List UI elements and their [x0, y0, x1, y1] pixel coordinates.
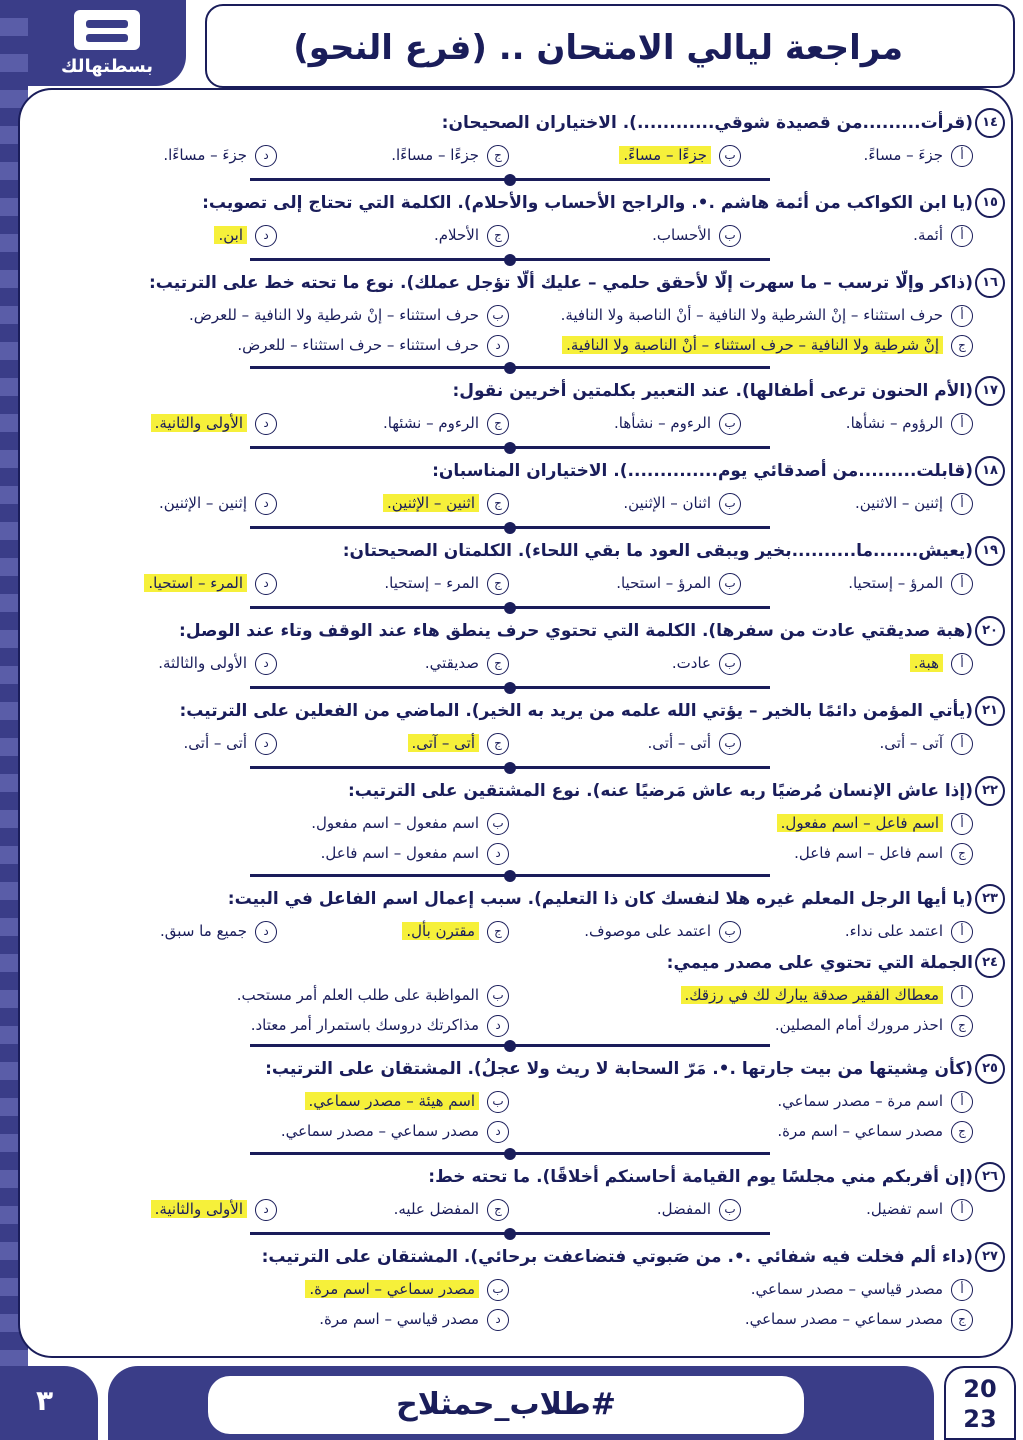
- question-number: ١٩: [975, 536, 1005, 566]
- question-text: (يأتي المؤمن دائمًا بالخير – يؤتي الله علمه من يريد به الخير). الماضي من الفعلين على الترتيب:: [179, 701, 973, 721]
- option-b[interactable]: بحرف استثناء – إنْ شرطية ولا النافية – للعرض.: [189, 302, 509, 328]
- question-number: ٢١: [975, 696, 1005, 726]
- option-b[interactable]: بجزءًا – مساءً.: [619, 142, 741, 168]
- question-number: ١٥: [975, 188, 1005, 218]
- option-d[interactable]: دمصدر قياسي – اسم مرة.: [319, 1306, 509, 1332]
- footer-bar: [108, 1366, 934, 1440]
- option-a[interactable]: أإثنين – الاثنين.: [855, 490, 973, 516]
- question-27: [40, 1242, 998, 1336]
- question-text: (ذاكر وإلّا ترسب – ما سهرت إلّا لأحقق حلمي – عليك ألّا تؤجل عملك). نوع ما تحته خط على الترتيب:: [149, 273, 973, 293]
- option-a[interactable]: أاسم فاعل – اسم مفعول.: [777, 810, 973, 836]
- question-number: ٢٠: [975, 616, 1005, 646]
- divider-dot: [504, 1228, 516, 1240]
- divider-dot: [504, 602, 516, 614]
- option-c[interactable]: جصديقتي.: [425, 650, 509, 676]
- option-b[interactable]: باسم مفعول – اسم مفعول.: [311, 810, 509, 836]
- option-a[interactable]: أهبة.: [910, 650, 973, 676]
- option-b[interactable]: بالمرؤ – استحيا.: [616, 570, 741, 596]
- logo-text: بسطتهالك: [60, 56, 154, 77]
- option-d[interactable]: دالأولى والثانية.: [151, 1196, 277, 1222]
- question-14: [40, 108, 998, 172]
- option-a[interactable]: أالرؤوم – نشأها.: [846, 410, 973, 436]
- question-18: [40, 456, 998, 520]
- option-b[interactable]: بأتى – أتى.: [648, 730, 742, 756]
- option-a[interactable]: أأئمة.: [913, 222, 973, 248]
- option-a[interactable]: أمصدر قياسي – مصدر سماعي.: [751, 1276, 973, 1302]
- question-text: (إذا عاش الإنسان مُرضيًا ربه عاش مَرضيًا عنه). نوع المشتقين على الترتيب:: [347, 781, 973, 801]
- option-c[interactable]: جاثنين – الإثنين.: [383, 490, 509, 516]
- question-number: ١٧: [975, 376, 1005, 406]
- divider-dot: [504, 442, 516, 454]
- question-15: [40, 188, 998, 252]
- question-19: [40, 536, 998, 600]
- option-c[interactable]: جمصدر سماعي – اسم مرة.: [777, 1118, 973, 1144]
- question-text: (إن أقربكم مني مجلسًا يوم القيامة أحاسنكم أخلاقًا). ما تحته خط:: [428, 1167, 973, 1187]
- option-d[interactable]: دإثنين – الإثنين.: [159, 490, 277, 516]
- question-text: (يا أيها الرجل المعلم غيره هلا لنفسك كان ذا التعليم). سبب إعمال اسم الفاعل في البيت:: [227, 889, 973, 909]
- divider-dot: [504, 174, 516, 186]
- question-17: [40, 376, 998, 440]
- option-d[interactable]: داسم مفعول – اسم فاعل.: [321, 840, 509, 866]
- option-d[interactable]: دابن.: [214, 222, 277, 248]
- question-24: [40, 948, 998, 1042]
- option-c[interactable]: جأتى – آتى.: [408, 730, 510, 756]
- question-number: ١٤: [975, 108, 1005, 138]
- divider-dot: [504, 1040, 516, 1052]
- option-a[interactable]: أاسم تفضيل.: [866, 1196, 973, 1222]
- question-text: (قابلت.........من أصدقائي يوم..............). الاختياران المناسبان:: [432, 461, 973, 481]
- option-c[interactable]: جمصدر سماعي – مصدر سماعي.: [745, 1306, 973, 1332]
- question-number: ٢٢: [975, 776, 1005, 806]
- option-b[interactable]: باثنان – الإثنين.: [623, 490, 741, 516]
- option-a[interactable]: أجزءَ – مساءً.: [864, 142, 973, 168]
- question-text: (يعيش.......ما..........بخير ويبقى العود ما بقي اللحاء). الكلمتان الصحيحتان:: [342, 541, 973, 561]
- divider-dot: [504, 870, 516, 882]
- year-bottom: 23: [963, 1405, 997, 1433]
- question-21: [40, 696, 998, 760]
- question-number: ٢٤: [975, 948, 1005, 978]
- question-text: (الأم الحنون ترعى أطفالها). عند التعبير بكلمتين أخريين نقول:: [452, 381, 973, 401]
- question-text: (يا ابن الكواكب من أئمة هاشم .•. والراجح الأحساب والأحلام). الكلمة التي تحتاج إلى تصويب:: [202, 193, 973, 213]
- question-number: ٢٦: [975, 1162, 1005, 1192]
- option-d[interactable]: دجزءَ – مساءًا.: [163, 142, 277, 168]
- option-a[interactable]: أمعطاك الفقير صدقة يبارك لك في رزقك.: [681, 982, 974, 1008]
- hashtag: #طلاب_حمثلاح: [208, 1376, 804, 1434]
- page-number: ٣: [36, 1384, 54, 1417]
- question-number: ٢٣: [975, 884, 1005, 914]
- option-d[interactable]: دالمرء – استحيا.: [144, 570, 277, 596]
- question-26: [40, 1162, 998, 1226]
- option-b[interactable]: بمصدر سماعي – اسم مرة.: [305, 1276, 509, 1302]
- question-number: ٢٥: [975, 1054, 1005, 1084]
- logo: [28, 0, 186, 86]
- divider-dot: [504, 522, 516, 534]
- divider-dot: [504, 254, 516, 266]
- option-d[interactable]: دمصدر سماعي – مصدر سماعي.: [281, 1118, 509, 1144]
- question-number: ١٦: [975, 268, 1005, 298]
- option-b[interactable]: بالمفضل.: [657, 1196, 741, 1222]
- page-number-box: [0, 1366, 98, 1440]
- divider-dot: [504, 762, 516, 774]
- option-b[interactable]: بالرءوم – نشأها.: [614, 410, 741, 436]
- year-top: 20: [963, 1375, 997, 1403]
- option-a[interactable]: أآتى – أتى.: [880, 730, 974, 756]
- question-20: [40, 616, 998, 680]
- divider-dot: [504, 362, 516, 374]
- question-text: (كأن مِشيتها من بيت جارتها .•. مَرّ السحابة لا ريث ولا عجلُ). المشتقان على الترتيب:: [265, 1059, 973, 1079]
- option-a[interactable]: أالمرؤ – إستحيا.: [848, 570, 973, 596]
- option-b[interactable]: باسم هيئة – مصدر سماعي.: [305, 1088, 510, 1114]
- option-a[interactable]: أاسم مرة – مصدر سماعي.: [777, 1088, 973, 1114]
- question-text: (هبة صديقتي عادت من سفرها). الكلمة التي تحتوي حرف ينطق هاء عند الوقف وتاء عند الوصل:: [179, 621, 973, 641]
- question-text: الجملة التي تحتوي على مصدر ميمي:: [666, 953, 973, 973]
- option-c[interactable]: جمقترن بأل.: [402, 918, 509, 944]
- question-23: [40, 884, 998, 948]
- option-c[interactable]: جالمفضل عليه.: [394, 1196, 509, 1222]
- option-d[interactable]: دجميع ما سبق.: [160, 918, 277, 944]
- option-d[interactable]: دمذاكرتك دروسك باستمرار أمر معتاد.: [251, 1012, 509, 1038]
- question-22: [40, 776, 998, 870]
- option-d[interactable]: دالأولى والثانية.: [151, 410, 277, 436]
- year-box: [944, 1366, 1016, 1440]
- books-icon: [74, 10, 140, 50]
- option-c[interactable]: جالأحلام.: [434, 222, 509, 248]
- divider-dot: [504, 1148, 516, 1160]
- divider-dot: [504, 682, 516, 694]
- header: [205, 4, 1015, 88]
- option-b[interactable]: بعادت.: [672, 650, 741, 676]
- question-number: ٢٧: [975, 1242, 1005, 1272]
- question-25: [40, 1054, 998, 1148]
- option-b[interactable]: بالأحساب.: [652, 222, 741, 248]
- question-text: (قرأت.........من قصيدة شوقي............). الاختياران الصحيحان:: [441, 113, 973, 133]
- option-c[interactable]: ججزءًا – مساءًا.: [391, 142, 509, 168]
- option-d[interactable]: دالأولى والثالثة.: [158, 650, 277, 676]
- question-number: ١٨: [975, 456, 1005, 486]
- option-c[interactable]: جاسم فاعل – اسم فاعل.: [794, 840, 973, 866]
- option-c[interactable]: جالرءوم – نشئها.: [383, 410, 509, 436]
- page-title: مراجعة ليالي الامتحان .. (فرع النحو): [293, 28, 903, 68]
- option-c[interactable]: جالمرء – إستحيا.: [384, 570, 509, 596]
- question-text: (داء ألم فخلت فيه شفائي .•. من صَبوتي فتضاعفت برحائي). المشتقان على الترتيب:: [261, 1247, 973, 1267]
- option-c[interactable]: جإنْ شرطية ولا النافية – حرف استثناء – أنْ الناصبة ولا النافية.: [562, 332, 973, 358]
- option-a[interactable]: أحرف استثناء – إنْ الشرطية ولا النافية – أنْ الناصبة ولا النافية.: [561, 302, 973, 328]
- question-16: [40, 268, 998, 362]
- option-a[interactable]: أاعتمد على نداء.: [845, 918, 973, 944]
- option-d[interactable]: دحرف استثناء – حرف استثناء – للعرض.: [237, 332, 509, 358]
- option-c[interactable]: جاحذر مرورك أمام المصلين.: [775, 1012, 973, 1038]
- option-d[interactable]: دأتى – أتى.: [184, 730, 278, 756]
- option-b[interactable]: باعتمد على موصوف.: [584, 918, 741, 944]
- option-b[interactable]: بالمواظبة على طلب العلم أمر مستحب.: [237, 982, 509, 1008]
